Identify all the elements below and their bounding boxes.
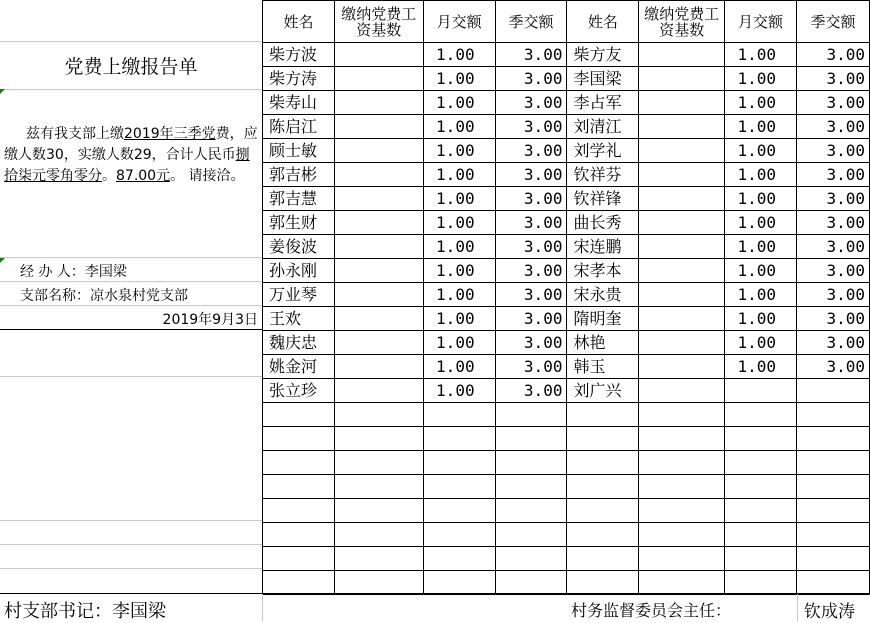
base-cell: [639, 499, 725, 523]
monthly-amount: [725, 475, 797, 499]
base-cell: [334, 523, 423, 547]
base-cell: [639, 283, 725, 307]
base-cell: [334, 403, 423, 427]
quarterly-amount: [797, 475, 870, 499]
quarterly-amount: 3.00: [495, 259, 567, 283]
table-row: [263, 427, 870, 451]
quarterly-amount: 3.00: [495, 331, 567, 355]
quarterly-amount: [797, 499, 870, 523]
quarterly-amount: 3.00: [797, 331, 870, 355]
header-monthly: 月交额: [725, 1, 797, 43]
member-name: 韩玉: [567, 355, 639, 379]
monthly-amount: [725, 571, 797, 595]
monthly-amount: 1.00: [725, 283, 797, 307]
table-row: [263, 115, 870, 139]
base-cell: [334, 307, 423, 331]
member-name: 李国梁: [567, 67, 639, 91]
table-row: [263, 43, 870, 67]
member-name: 柴方涛: [263, 67, 335, 91]
member-name: [567, 523, 639, 547]
monthly-amount: 1.00: [725, 235, 797, 259]
quarterly-amount: 3.00: [495, 91, 567, 115]
header-name: 姓名: [263, 1, 335, 43]
monthly-amount: [725, 403, 797, 427]
table-row: [263, 283, 870, 307]
base-cell: [639, 307, 725, 331]
base-cell: [639, 139, 725, 163]
quarterly-amount: [495, 403, 567, 427]
table-row: [263, 379, 870, 403]
quarterly-amount: 3.00: [495, 67, 567, 91]
quarterly-amount: 3.00: [797, 115, 870, 139]
table-row: [263, 259, 870, 283]
quarterly-amount: [797, 451, 870, 475]
member-name: 刘清江: [567, 115, 639, 139]
quarterly-amount: 3.00: [495, 379, 567, 403]
member-name: 刘广兴: [567, 379, 639, 403]
monthly-amount: [423, 499, 495, 523]
member-name: 宋连鹏: [567, 235, 639, 259]
period-text: 2019年三季党: [124, 126, 216, 142]
member-name: 姚金河: [263, 355, 335, 379]
base-cell: [334, 67, 423, 91]
monthly-amount: 1.00: [423, 91, 495, 115]
quarterly-amount: 3.00: [495, 307, 567, 331]
secretary-signature: 村支部书记：李国梁: [4, 601, 166, 622]
quarterly-amount: 3.00: [495, 115, 567, 139]
quarterly-amount: 3.00: [495, 187, 567, 211]
quarterly-amount: 3.00: [797, 139, 870, 163]
quarterly-amount: [495, 427, 567, 451]
monthly-amount: 1.00: [725, 115, 797, 139]
branch-line: 支部名称：凉水泉村党支部: [20, 288, 188, 304]
member-name: [263, 499, 335, 523]
quarterly-amount: 3.00: [495, 235, 567, 259]
quarterly-amount: 3.00: [495, 355, 567, 379]
table-row: [263, 163, 870, 187]
member-name: 万业琴: [263, 283, 335, 307]
report-title: 党费上缴报告单: [64, 55, 198, 78]
quarterly-amount: 3.00: [797, 307, 870, 331]
base-cell: [639, 523, 725, 547]
table-row: [263, 91, 870, 115]
header-quarterly: 季交额: [495, 1, 567, 43]
monthly-amount: [423, 475, 495, 499]
base-cell: [639, 67, 725, 91]
member-name: 宋永贵: [567, 283, 639, 307]
quarterly-amount: [797, 403, 870, 427]
base-cell: [334, 211, 423, 235]
table-row: [263, 67, 870, 91]
base-cell: [639, 547, 725, 571]
quarterly-amount: 3.00: [797, 211, 870, 235]
quarterly-amount: 3.00: [495, 139, 567, 163]
monthly-amount: 1.00: [423, 187, 495, 211]
monthly-amount: 1.00: [725, 163, 797, 187]
table-row: [263, 307, 870, 331]
base-cell: [639, 211, 725, 235]
member-name: 柴方友: [567, 43, 639, 67]
monthly-amount: 1.00: [725, 355, 797, 379]
monthly-amount: [423, 547, 495, 571]
header-quarterly: 季交额: [797, 1, 870, 43]
quarterly-amount: [495, 475, 567, 499]
base-cell: [334, 451, 423, 475]
base-cell: [334, 163, 423, 187]
amount-words: 捌拾柒元零角零分: [4, 147, 250, 184]
monthly-amount: [423, 451, 495, 475]
quarterly-amount: 3.00: [797, 43, 870, 67]
monthly-amount: 1.00: [423, 379, 495, 403]
member-name: [263, 523, 335, 547]
member-name: 刘学礼: [567, 139, 639, 163]
base-cell: [334, 331, 423, 355]
base-cell: [639, 259, 725, 283]
monthly-amount: [423, 427, 495, 451]
quarterly-amount: [797, 547, 870, 571]
table-row: [263, 187, 870, 211]
base-cell: [639, 379, 725, 403]
quarterly-amount: 3.00: [797, 163, 870, 187]
base-cell: [334, 235, 423, 259]
monthly-amount: 1.00: [725, 307, 797, 331]
member-name: 孙永刚: [263, 259, 335, 283]
base-cell: [334, 427, 423, 451]
quarterly-amount: [495, 547, 567, 571]
base-cell: [334, 283, 423, 307]
monthly-amount: [423, 403, 495, 427]
quarterly-amount: [797, 571, 870, 595]
base-cell: [334, 547, 423, 571]
monthly-amount: 1.00: [725, 139, 797, 163]
monthly-amount: 1.00: [423, 283, 495, 307]
base-cell: [639, 571, 725, 595]
quarterly-amount: 3.00: [495, 211, 567, 235]
base-cell: [334, 499, 423, 523]
member-name: [567, 427, 639, 451]
header-base: 缴纳党费工资基数: [334, 1, 423, 43]
base-cell: [639, 43, 725, 67]
member-name: [263, 403, 335, 427]
monthly-amount: 1.00: [725, 91, 797, 115]
member-name: 顾士敏: [263, 139, 335, 163]
quarterly-amount: 3.00: [495, 43, 567, 67]
member-name: 柴寿山: [263, 91, 335, 115]
monthly-amount: 1.00: [423, 331, 495, 355]
quarterly-amount: [797, 523, 870, 547]
member-name: [567, 499, 639, 523]
member-name: 郭吉彬: [263, 163, 335, 187]
member-name: 郭生财: [263, 211, 335, 235]
header-base: 缴纳党费工资基数: [639, 1, 725, 43]
monthly-amount: [725, 547, 797, 571]
base-cell: [334, 43, 423, 67]
base-cell: [639, 91, 725, 115]
monthly-amount: 1.00: [423, 211, 495, 235]
member-name: [263, 547, 335, 571]
table-row: [263, 499, 870, 523]
quarterly-amount: [495, 523, 567, 547]
table-row: [263, 211, 870, 235]
member-name: 钦祥锋: [567, 187, 639, 211]
quarterly-amount: [797, 379, 870, 403]
quarterly-amount: 3.00: [797, 283, 870, 307]
monthly-amount: [725, 427, 797, 451]
quarterly-amount: 3.00: [797, 91, 870, 115]
member-name: [567, 571, 639, 595]
member-name: 隋明奎: [567, 307, 639, 331]
base-cell: [334, 259, 423, 283]
handler-line: 经 办 人：李国梁: [20, 264, 127, 280]
report-info-panel: [0, 0, 263, 593]
monthly-amount: 1.00: [725, 211, 797, 235]
monthly-amount: [725, 523, 797, 547]
report-date: 2019年9月3日: [162, 312, 258, 328]
base-cell: [639, 187, 725, 211]
member-name: [263, 571, 335, 595]
member-name: [567, 403, 639, 427]
monthly-amount: 1.00: [725, 187, 797, 211]
table-row: [263, 331, 870, 355]
table-row: [263, 451, 870, 475]
header-monthly: 月交额: [423, 1, 495, 43]
quarterly-amount: 3.00: [495, 163, 567, 187]
amount-value: 87.00元: [116, 168, 171, 184]
table-header-row: [263, 1, 870, 43]
table-row: [263, 571, 870, 595]
quarterly-amount: [495, 499, 567, 523]
base-cell: [334, 571, 423, 595]
base-cell: [334, 355, 423, 379]
member-name: 李占军: [567, 91, 639, 115]
base-cell: [639, 355, 725, 379]
base-cell: [639, 403, 725, 427]
base-cell: [639, 163, 725, 187]
table-row: [263, 139, 870, 163]
member-name: 林艳: [567, 331, 639, 355]
monthly-amount: [725, 499, 797, 523]
quarterly-amount: [797, 427, 870, 451]
quarterly-amount: 3.00: [797, 187, 870, 211]
supervisor-name: 钦成涛: [804, 602, 855, 622]
base-cell: [639, 235, 725, 259]
header-name: 姓名: [567, 1, 639, 43]
monthly-amount: [725, 379, 797, 403]
base-cell: [639, 331, 725, 355]
member-name: 曲长秀: [567, 211, 639, 235]
quarterly-amount: 3.00: [797, 355, 870, 379]
report-body: 兹有我支部上缴2019年三季党费，应缴人数30，实缴人数29，合计人民币捌拾柒元零角零分。87.00元。 请接洽。: [4, 126, 258, 184]
base-cell: [334, 139, 423, 163]
member-name: 魏庆忠: [263, 331, 335, 355]
dues-table: [262, 0, 870, 595]
quarterly-amount: 3.00: [797, 235, 870, 259]
base-cell: [334, 379, 423, 403]
member-name: 宋孝本: [567, 259, 639, 283]
monthly-amount: 1.00: [725, 43, 797, 67]
monthly-amount: 1.00: [725, 331, 797, 355]
base-cell: [639, 451, 725, 475]
monthly-amount: 1.00: [725, 67, 797, 91]
base-cell: [639, 475, 725, 499]
member-name: [263, 475, 335, 499]
table-row: [263, 523, 870, 547]
monthly-amount: [725, 451, 797, 475]
monthly-amount: 1.00: [423, 67, 495, 91]
member-name: 陈启江: [263, 115, 335, 139]
member-name: [567, 547, 639, 571]
table-row: [263, 355, 870, 379]
monthly-amount: [423, 571, 495, 595]
supervisor-label: 村务监督委员会主任：: [571, 601, 732, 620]
quarterly-amount: [495, 451, 567, 475]
member-name: 柴方波: [263, 43, 335, 67]
monthly-amount: 1.00: [423, 163, 495, 187]
monthly-amount: 1.00: [423, 235, 495, 259]
monthly-amount: 1.00: [423, 139, 495, 163]
base-cell: [334, 187, 423, 211]
member-name: [567, 475, 639, 499]
member-name: [263, 427, 335, 451]
quarterly-amount: [495, 571, 567, 595]
base-cell: [639, 427, 725, 451]
monthly-amount: [423, 523, 495, 547]
monthly-amount: 1.00: [423, 115, 495, 139]
member-name: 钦祥芬: [567, 163, 639, 187]
monthly-amount: 1.00: [423, 259, 495, 283]
base-cell: [639, 115, 725, 139]
member-name: 姜俊波: [263, 235, 335, 259]
quarterly-amount: 3.00: [495, 283, 567, 307]
base-cell: [334, 475, 423, 499]
base-cell: [334, 91, 423, 115]
quarterly-amount: 3.00: [797, 259, 870, 283]
member-name: [263, 451, 335, 475]
monthly-amount: 1.00: [423, 43, 495, 67]
monthly-amount: 1.00: [423, 355, 495, 379]
table-row: [263, 235, 870, 259]
base-cell: [334, 115, 423, 139]
table-row: [263, 403, 870, 427]
monthly-amount: 1.00: [725, 259, 797, 283]
monthly-amount: 1.00: [423, 307, 495, 331]
member-name: 郭吉慧: [263, 187, 335, 211]
table-row: [263, 547, 870, 571]
table-row: [263, 475, 870, 499]
member-name: 张立珍: [263, 379, 335, 403]
member-name: 王欢: [263, 307, 335, 331]
member-name: [567, 451, 639, 475]
quarterly-amount: 3.00: [797, 67, 870, 91]
signature-footer: [0, 593, 870, 621]
